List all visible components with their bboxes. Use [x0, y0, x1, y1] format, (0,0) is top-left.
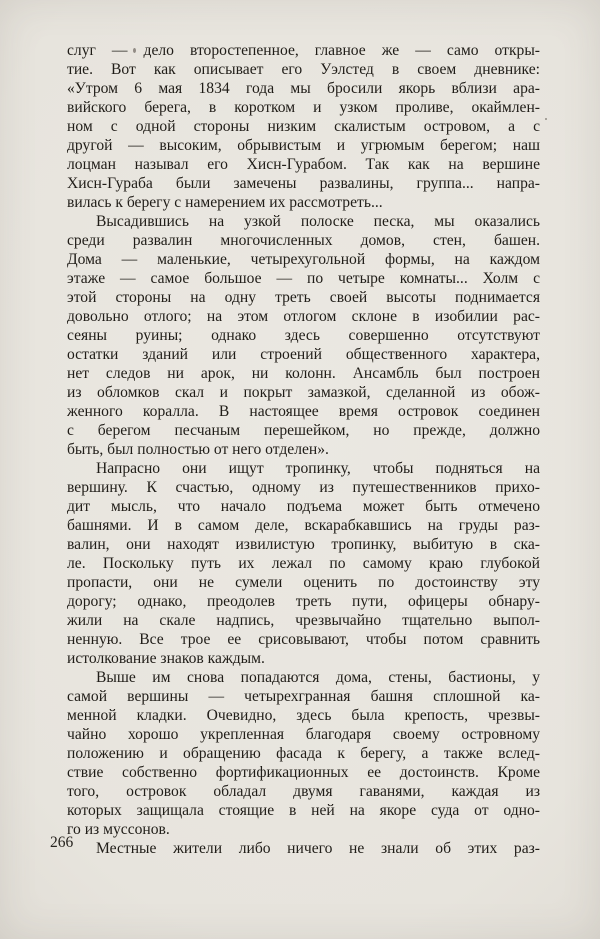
text-line: положению и обращению фасада к берегу, а также вслед- [67, 745, 540, 762]
text-line: валин, они находят извилистую тропинку, выбитую в ска- [67, 536, 540, 553]
text-line: тие. Вот как описывает его Уэлстед в своем дневнике: [67, 61, 540, 78]
paragraph [67, 839, 540, 858]
paragraph [67, 212, 540, 459]
text-line: женного коралла. В настоящее время островок соединен [67, 403, 540, 420]
text-line: остатки зданий или строений общественного характера, [67, 346, 540, 363]
text-line: того, островок обладал двумя гаванями, каждая из [67, 783, 540, 800]
text-line: «Утром 6 мая 1834 года мы бросили якорь вблизи ара- [67, 80, 540, 97]
text-line: ствие собственно фортификационных ее достоинств. Кроме [67, 764, 540, 781]
text-line: вилась к берегу с намерением их рассмотреть... [67, 194, 383, 211]
text-line: дит мысль, что начало подъема может быть отмечено [67, 498, 540, 515]
text-line: с берегом песчаным перешейком, но прежде, должно [67, 422, 540, 439]
text-line: Местные жители либо ничего не знали об этих раз- [96, 840, 540, 857]
text-line: ном с одной стороны низким скалистым островом, а с [67, 118, 540, 135]
text-line: пропасти, они не сумели оценить по достоинству эту [67, 574, 540, 591]
text-line: Высадившись на узкой полоске песка, мы оказались [96, 213, 540, 230]
text-line: этаже — самое большое — по четыре комнаты... Холм с [67, 270, 540, 287]
page-number: 266 [50, 834, 74, 851]
paragraph [67, 668, 540, 839]
text-line: Хисн-Гураба были замечены развалины, группа... напра- [67, 175, 540, 192]
text-line: вершину. К счастью, одному из путешественников прихо- [67, 479, 540, 496]
text-line: менной кладки. Очевидно, здесь была крепость, чрезвы- [67, 707, 540, 724]
text-line: башнями. И в самом деле, вскарабкавшись на груды раз- [67, 517, 540, 534]
text-line: довольно отлого; на этом отлогом склоне в изобилии рас- [67, 308, 540, 325]
text-line: которых защищала стоящие в ней на якоре суда от одно- [67, 802, 540, 819]
paragraph [67, 459, 540, 668]
text-line: среди развалин многочисленных домов, стен, башен. [67, 232, 540, 249]
text-line: сеяны руины; однако здесь совершенно отсутствуют [67, 327, 540, 344]
text-line: Дома — маленькие, четырехугольной формы, на каждом [67, 251, 540, 268]
text-line: из обломков скал и покрыт замазкой, сделанной из обож- [67, 384, 540, 401]
text-line: Напрасно они ищут тропинку, чтобы подняться на [96, 460, 540, 477]
text-line: жили на скале надпись, чрезвычайно тщательно выпол- [67, 612, 540, 629]
text-line: быть, был полностью от него отделен». [67, 441, 329, 458]
page-text [67, 41, 540, 858]
text-line: другой — высоким, обрывистым и угрюмым берегом; наш [67, 137, 540, 154]
text-line: дорогу; однако, преодолев треть пути, офицеры обнару- [67, 593, 540, 610]
text-line: вийского берега, в коротком и узком проливе, окаймлен- [67, 99, 540, 116]
text-line: лоцман называл его Хисн-Гурабом. Так как на вершине [67, 156, 540, 173]
text-line: нет следов ни арок, ни колонн. Ансамбль был построен [67, 365, 540, 382]
text-line: самой вершины — четырехгранная башня сплошной ка- [67, 688, 540, 705]
scan-speck [545, 118, 547, 120]
text-line: го из муссонов. [67, 821, 170, 838]
text-line: слуг — дело второстепенное, главное же — само откры- [67, 42, 540, 59]
paragraph [67, 41, 540, 212]
text-line: чайно хорошо укрепленная благодаря своему островному [67, 726, 540, 743]
text-line: ненную. Все трое ее срисовывают, чтобы потом сравнить [67, 631, 540, 648]
text-line: истолкование знаков каждым. [67, 650, 265, 667]
text-line: этой стороны на одну треть своей высоты поднимается [67, 289, 540, 306]
text-line: Выше им снова попадаются дома, стены, бастионы, у [96, 669, 540, 686]
text-line: ле. Поскольку путь их лежал по самому краю глубокой [67, 555, 540, 572]
